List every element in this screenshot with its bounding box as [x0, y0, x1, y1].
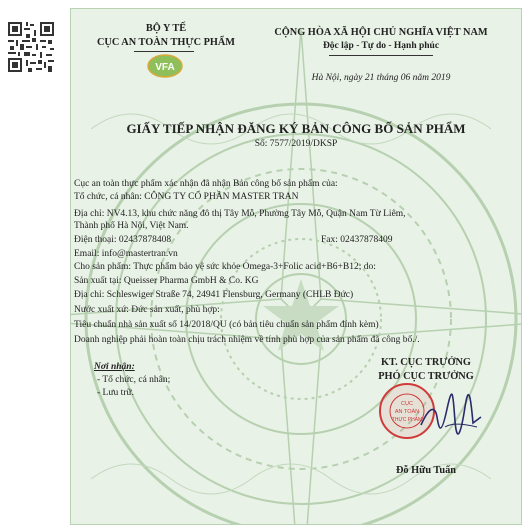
recipients-heading: Nơi nhận: [94, 362, 135, 372]
stamp-text: CỤC [401, 401, 413, 407]
qr-code [6, 20, 56, 74]
header-rule-left [134, 51, 194, 52]
issue-date: Hà Nội, ngày 21 tháng 06 năm 2019 [311, 73, 451, 83]
organization: Tổ chức, cá nhân: CÔNG TY CỔ PHẦN MASTER TRAN [74, 192, 299, 202]
vfa-logo-text: VFA [155, 62, 175, 73]
intro-text: Cục an toàn thực phẩm xác nhận đã nhận Bản công bố sản phẩm của: [74, 179, 338, 189]
certificate [70, 8, 522, 525]
signer-role-secondary: PHÓ CỤC TRƯỞNG [378, 371, 474, 382]
department-name: CỤC AN TOÀN THỰC PHẨM [96, 37, 236, 48]
handwritten-signature [411, 387, 491, 447]
document-number: Số: 7577/2019/DKSP [254, 139, 338, 149]
organization-address-line-1: Địa chỉ: NV4.13, khu chức năng đô thị Tây Mỗ, Phường Tây Mỗ, Quận Nam Từ Liêm, [74, 209, 406, 219]
ministry-name: BỘ Y TẾ [145, 23, 187, 34]
email-address: Email: info@mastertran.vn [74, 249, 178, 259]
product-standard: Tiêu chuẩn nhà sản xuất số 14/2018/QU (có bản tiêu chuẩn sản phẩm đính kèm) [74, 320, 379, 330]
recipient-item: - Tổ chức, cá nhân; [97, 375, 171, 385]
manufacturer-address: Địa chỉ: Schleswiger Straße 74, 24941 Flensburg, Germany (CHLB Đức) [74, 290, 354, 300]
stamp-text: THỰC PHẨM [391, 417, 423, 423]
signer-name: Đỗ Hữu Tuấn [396, 465, 456, 476]
national-motto: Độc lập - Tự do - Hạnh phúc [322, 41, 440, 51]
stamp-text: AN TOÀN [394, 409, 420, 415]
product-name: Cho sản phẩm: Thực phẩm bảo vệ sức khỏe Omega-3+Folic acid+B6+B12; do: [74, 262, 376, 272]
signer-role-primary: KT. CỤC TRƯỞNG [381, 357, 471, 368]
fax-number: Fax: 02437878409 [321, 235, 393, 245]
manufacturer: Sản xuất tại: Queisser Pharma GmbH & Co. KG [74, 276, 259, 286]
country-name: CỘNG HÒA XÃ HỘI CHỦ NGHĨA VIỆT NAM [274, 27, 488, 38]
phone-number: Điện thoại: 02437878408 [74, 235, 172, 245]
country-of-origin: Nước xuất xứ: Đức sản xuất, phù hợp: [74, 305, 220, 315]
vfa-logo [146, 53, 184, 79]
header-rule-right [329, 55, 433, 56]
document-title: GIẤY TIẾP NHẬN ĐĂNG KÝ BẢN CÔNG BỐ SẢN PHẨM [126, 121, 466, 136]
recipient-item: - Lưu trữ. [97, 388, 134, 398]
organization-address-line-2: Thành phố Hà Nội, Việt Nam. [74, 221, 189, 231]
responsibility-note: Doanh nghiệp phải hoàn toàn chịu trách nhiệm về tính phù hợp của sản phẩm đã công bố./. [74, 335, 420, 345]
